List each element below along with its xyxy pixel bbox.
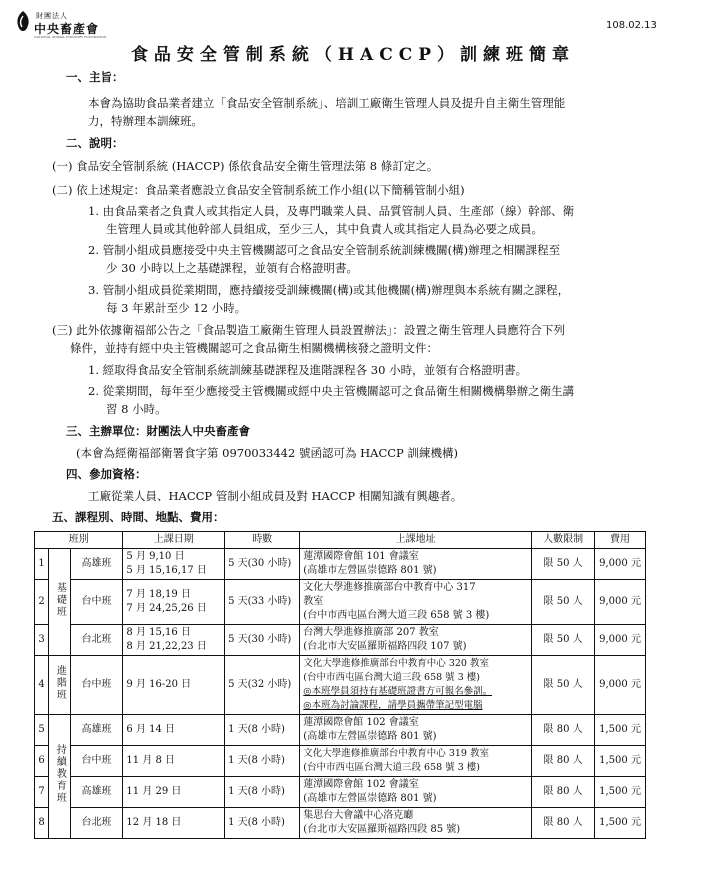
- class-limit: 限 50 人: [532, 580, 595, 625]
- class-limit: 限 50 人: [532, 549, 595, 580]
- table-row: [35, 746, 646, 777]
- column-header-limit: 人數限制: [532, 532, 595, 549]
- section-1-text-line2: 力，特辦理本訓練班。: [88, 114, 203, 128]
- table-row: [35, 580, 646, 625]
- section-2-item-2: (二) 依上述規定：食品業者應設立食品安全管制系統工作小組(以下簡稱管制小組): [52, 183, 465, 197]
- section-2-item-3-sub-2-line1: 2. 從業期間，每年至少應接受主管機關或經中央主管機關認可之食品衛生相關機構舉辦之衛生講: [88, 384, 575, 398]
- date-line: 5 月 9,10 日: [126, 551, 185, 562]
- class-address: [300, 549, 532, 580]
- section-2-item-3-line2: 條件，並持有經中央主管機關認可之食品衛生相關機構核發之證明文件：: [70, 341, 438, 355]
- address-line: 台灣大學進修推廣部 207 教室: [303, 627, 439, 638]
- address-line: 蓮潭國際會館 102 會議室: [303, 717, 419, 728]
- class-address: [300, 808, 532, 839]
- address-line: 文化大學進修推廣部台中教育中心 317: [303, 582, 476, 593]
- section-2-item-1: (一) 食品安全管制系統 (HACCP) 係依食品安全衛生管理法第 8 條訂定之。: [52, 159, 439, 173]
- section-3-note: (本會為經衛福部衛署食字第 0970033442 號函認可為 HACCP 訓練機構): [76, 446, 458, 460]
- class-city: 台北班: [70, 625, 123, 656]
- class-address: [300, 625, 532, 656]
- class-date: 11 月 8 日: [123, 746, 225, 777]
- section-4-text: 工廠從業人員、HACCP 管制小組成員及對 HACCP 相關知識有興趣者。: [88, 489, 463, 503]
- class-fee: 9,000 元: [595, 580, 646, 625]
- date-line: 8 月 21,22,23 日: [126, 641, 207, 652]
- address-line: 蓮潭國際會館 102 會議室: [303, 779, 419, 790]
- class-city: 高雄班: [70, 549, 123, 580]
- section-4-heading: 四、參加資格：: [66, 467, 147, 481]
- address-line: 文化大學進修推廣部台中教育中心 319 教室: [303, 748, 489, 759]
- class-date: 9 月 16-20 日: [123, 656, 225, 715]
- date-line: 7 月 24,25,26 日: [126, 603, 207, 614]
- section-5-heading: 五、課程別、時間、地點、費用：: [52, 510, 225, 524]
- table-row: [35, 549, 646, 580]
- section-3-heading: 三、主辦單位：財團法人中央畜產會: [66, 424, 250, 438]
- address-note: ◎本班學員須持有基礎班證書方可報名參訓。: [303, 686, 493, 697]
- class-address: [300, 656, 532, 715]
- address-note: ◎本班為討論課程，請學員攜帶筆記型電腦: [303, 700, 483, 711]
- section-1-heading: 一、主旨：: [66, 70, 124, 84]
- table-header-row: [35, 532, 646, 549]
- class-address: [300, 580, 532, 625]
- section-2-sub-1-line1: 1. 由食品業者之負責人或其指定人員，及專門職業人員、品質管制人員、生產部（線）幹部、衛: [88, 204, 575, 218]
- table-row: [35, 777, 646, 808]
- column-header-address: 上課地址: [300, 532, 532, 549]
- class-fee: 1,500 元: [595, 746, 646, 777]
- section-2-sub-1-line2: 生管理人員或其他幹部人員組成，至少三人，其中負責人或其指定人員為必要之成員。: [106, 222, 543, 236]
- table-row: [35, 808, 646, 839]
- class-hours: 5 天(30 小時): [225, 625, 300, 656]
- section-2-sub-2-line1: 2. 管制小組成員應接受中央主管機關認可之食品安全管制系統訓練機關(構)辦理之相關課程至: [88, 243, 561, 257]
- group-advanced: [49, 656, 70, 715]
- class-address: [300, 777, 532, 808]
- group-label: 持續教育班: [54, 744, 66, 804]
- row-number: 5: [35, 715, 49, 746]
- section-2-item-3-sub-1: 1. 經取得食品安全管制系統訓練基礎課程及進階課程各 30 小時，並領有合格證明書。: [88, 363, 528, 377]
- row-number: 2: [35, 580, 49, 625]
- class-city: 高雄班: [70, 777, 123, 808]
- class-city: 台中班: [70, 580, 123, 625]
- row-number: 4: [35, 656, 49, 715]
- address-line: (台北市大安區羅斯福路四段 85 號): [303, 824, 461, 835]
- class-fee: 9,000 元: [595, 625, 646, 656]
- table-row: [35, 715, 646, 746]
- group-continuing: [49, 715, 70, 839]
- date-line: 7 月 18,19 日: [126, 589, 191, 600]
- table-row: [35, 625, 646, 656]
- section-2-item-3-sub-2-line2: 習 8 小時。: [106, 402, 167, 416]
- column-header-fee: 費用: [595, 532, 646, 549]
- logo-name: 中央畜產會: [34, 22, 100, 36]
- class-fee: 1,500 元: [595, 777, 646, 808]
- address-line: (高雄市左營區崇德路 801 號): [303, 793, 437, 804]
- column-header-date: 上課日期: [123, 532, 225, 549]
- address-line: 文化大學進修推廣部台中教育中心 320 教室: [303, 658, 489, 669]
- logo-english: NATIONAL ANIMAL INDUSTRY FOUNDATION: [34, 35, 107, 39]
- address-line: (台中市西屯區台灣大道三段 658 號 3 樓): [303, 610, 490, 621]
- class-limit: 限 80 人: [532, 746, 595, 777]
- address-line: (台北市大安區羅斯福路四段 107 號): [303, 641, 467, 652]
- section-2-item-3-line1: (三) 此外依據衛福部公告之「食品製造工廠衛生管理人員設置辦法」：設置之衛生管理人員應符合下列: [52, 323, 565, 337]
- logo-mark-icon: [14, 10, 32, 34]
- class-limit: 限 80 人: [532, 777, 595, 808]
- class-limit: 限 50 人: [532, 656, 595, 715]
- class-hours: 1 天(8 小時): [225, 746, 300, 777]
- class-date: 6 月 14 日: [123, 715, 225, 746]
- class-fee: 1,500 元: [595, 808, 646, 839]
- class-limit: 限 80 人: [532, 808, 595, 839]
- row-number: 6: [35, 746, 49, 777]
- schedule-table: [34, 531, 646, 839]
- class-limit: 限 80 人: [532, 715, 595, 746]
- class-hours: 5 天(30 小時): [225, 549, 300, 580]
- date-line: 5 月 15,16,17 日: [126, 565, 207, 576]
- class-address: [300, 715, 532, 746]
- class-limit: 限 50 人: [532, 625, 595, 656]
- class-fee: 1,500 元: [595, 715, 646, 746]
- table-row: [35, 656, 646, 715]
- section-2-sub-2-line2: 少 30 小時以上之基礎課程，並領有合格證明書。: [106, 261, 358, 275]
- document-date: 108.02.13: [606, 20, 657, 31]
- row-number: 1: [35, 549, 49, 580]
- logo-small-text: 財團法人: [36, 12, 68, 20]
- address-line: 教室: [303, 596, 324, 607]
- address-line: (高雄市左營區崇德路 801 號): [303, 731, 437, 742]
- row-number: 8: [35, 808, 49, 839]
- row-number: 7: [35, 777, 49, 808]
- class-hours: 1 天(8 小時): [225, 808, 300, 839]
- class-hours: 1 天(8 小時): [225, 777, 300, 808]
- group-label: 基礎班: [54, 581, 66, 618]
- row-number: 3: [35, 625, 49, 656]
- address-line: (台中市西屯區台灣大道三段 658 號 3 樓): [303, 762, 480, 773]
- class-hours: 5 天(33 小時): [225, 580, 300, 625]
- section-1-text-line1: 本會為協助食品業者建立「食品安全管制系統」、培訓工廠衛生管理人員及提升自主衛生管理能: [88, 96, 566, 110]
- section-2-heading: 二、說明：: [66, 136, 124, 150]
- class-date: 12 月 18 日: [123, 808, 225, 839]
- class-city: 台中班: [70, 656, 123, 715]
- address-line: (高雄市左營區崇德路 801 號): [303, 565, 437, 576]
- group-label: 進階班: [54, 664, 66, 701]
- class-date: [123, 580, 225, 625]
- address-line: 蓮潭國際會館 101 會議室: [303, 551, 419, 562]
- column-header-hours: 時數: [225, 532, 300, 549]
- class-date: [123, 549, 225, 580]
- date-line: 8 月 15,16 日: [126, 627, 191, 638]
- page-title: 食品安全管制系統（HACCP）訓練班簡章: [130, 45, 576, 65]
- group-basic: [49, 549, 70, 656]
- class-address: [300, 746, 532, 777]
- class-city: 高雄班: [70, 715, 123, 746]
- address-line: (台中市西屯區台灣大道三段 658 號 3 樓): [303, 672, 480, 683]
- class-fee: 9,000 元: [595, 549, 646, 580]
- class-hours: 5 天(32 小時): [225, 656, 300, 715]
- class-city: 台北班: [70, 808, 123, 839]
- class-date: [123, 625, 225, 656]
- section-2-sub-3-line2: 每 3 年累計至少 12 小時。: [106, 301, 247, 315]
- section-2-sub-3-line1: 3. 管制小組成員從業期間，應持續接受訓練機關(構)或其他機關(構)辦理與本系統有關之課程，: [88, 283, 570, 297]
- column-header-class: 班別: [35, 532, 123, 549]
- class-date: 11 月 29 日: [123, 777, 225, 808]
- class-hours: 1 天(8 小時): [225, 715, 300, 746]
- organization-logo: [14, 8, 134, 40]
- address-line: 集思台大會議中心洛克廳: [303, 810, 414, 821]
- class-city: 台中班: [70, 746, 123, 777]
- class-fee: 9,000 元: [595, 656, 646, 715]
